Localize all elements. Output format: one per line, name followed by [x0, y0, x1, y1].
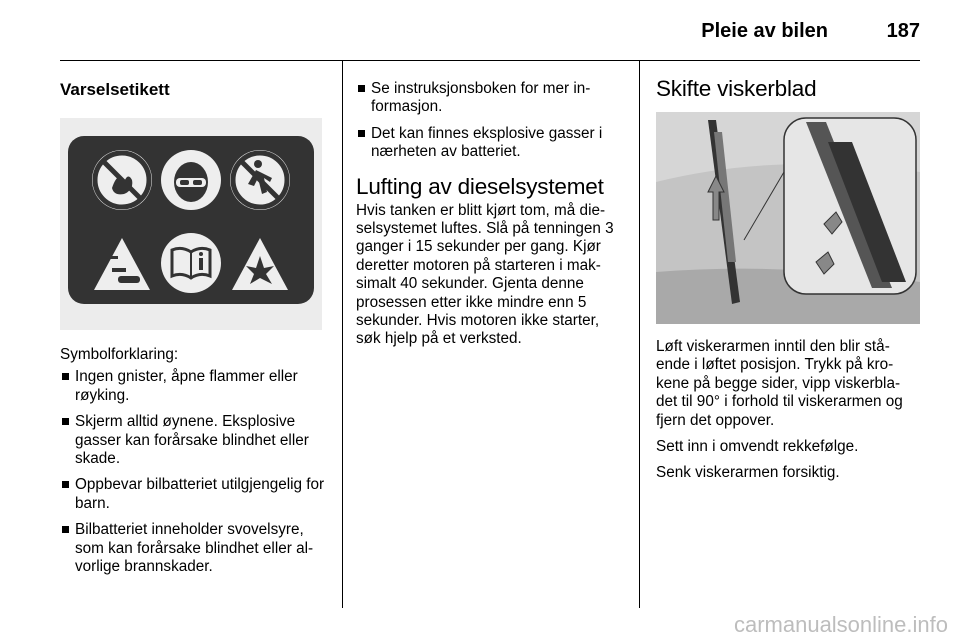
list-item: Ingen gnister, åpne flammer eller røyking.: [60, 368, 326, 405]
wiper-figure: [656, 112, 920, 324]
legend-list: [60, 368, 326, 576]
paragraph-wiper-2: Sett inn i omvendt rekkefølge.: [656, 438, 859, 456]
column-1: [60, 60, 326, 608]
warning-label-illustration: [60, 118, 322, 330]
list-item: Skjerm alltid øynene. Eksplosive gasser kan forårsake blindhet eller skade.: [60, 413, 326, 468]
heading-skifte-viskerblad: Skifte viskerblad: [656, 76, 817, 101]
no-fire-icon: [92, 150, 152, 210]
column-divider-2: [639, 60, 640, 608]
column-divider-1: [342, 60, 343, 608]
heading-lufting-dieselsystemet: Lufting av dieselsystemet: [356, 173, 604, 199]
watermark: carmanualsonline.info: [733, 612, 948, 637]
keep-away-children-icon: [230, 150, 290, 210]
list-item: Se instruksjonsboken for mer in-formasjon.: [356, 80, 622, 117]
read-manual-icon: [161, 233, 221, 293]
page-number: 187: [886, 20, 920, 42]
legend-label: Symbolforklaring:: [60, 346, 179, 363]
list-item: Det kan finnes eksplosive gasser i nærheten av batteriet.: [356, 125, 622, 162]
list-item: Bilbatteriet inneholder svovelsyre, som kan forårsake blindhet eller al-vorlige brannskader.: [60, 521, 326, 576]
list-item: Oppbevar bilbatteriet utilgjengelig for barn.: [60, 476, 326, 513]
column-2: [356, 60, 622, 608]
heading-varselsetikett: Varselsetikett: [60, 80, 170, 99]
paragraph-diesel: Hvis tanken er blitt kjørt tom, må die-selsystemet luftes. Slå på tenningen 3 ganger i 15 sekunder per gang. Kjør deretter motoren på starteren i mak-simalt 40 sekunder. Gjenta denne prosessen etter ikke mindre enn 5 sekunder. Hvis motoren ikke starter, søk hjelp på et verksted.: [356, 201, 614, 348]
eye-protection-icon: [161, 150, 221, 210]
header-title: Pleie av bilen: [701, 20, 828, 42]
paragraph-wiper-1: Løft viskerarmen inntil den blir stå-ende i løftet posisjon. Trykk på kro-kene på begge sider, vipp viskerbla-det til 90° i forhold til viskerarmen og fjern det oppover.: [656, 338, 903, 429]
battery-list: [356, 80, 622, 162]
paragraph-wiper-3: Senk viskerarmen forsiktig.: [656, 464, 840, 482]
wiper-illustration: [656, 112, 920, 324]
page-header: [60, 0, 920, 61]
column-3: [656, 60, 920, 608]
warning-label-figure: [60, 118, 322, 330]
